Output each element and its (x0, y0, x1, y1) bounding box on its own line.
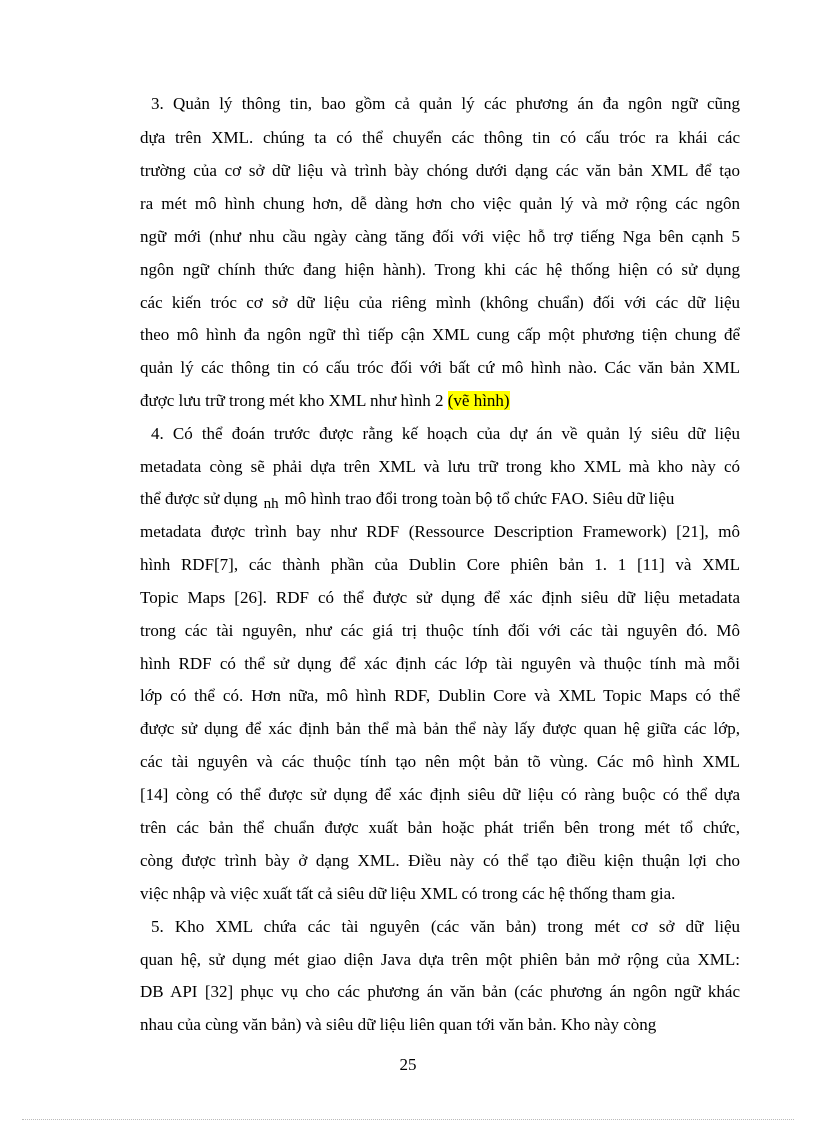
paragraph-4-line-6: Topic Maps [26]. RDF có thể được sử dụng để xác định siêu dữ liệu metadata (140, 588, 740, 607)
paragraph-4-line-9: lớp có thể có. Hơn nữa, mô hình RDF, Dublin Core và XML Topic Maps có thể (140, 686, 740, 705)
highlighted-note: (vẽ hình) (447, 391, 510, 410)
paragraph-4-line-10: được sử dụng để xác định bản thể mà bản thể này lấy được quan hệ giữa các lớp, (140, 719, 740, 738)
paragraph-3-line-10 (140, 389, 740, 413)
paragraph-4-line-8: hình RDF có thể sử dụng để xác định các lớp tài nguyên và thuộc tính mà mỗi (140, 654, 740, 673)
paragraph-4-line-5: hình RDF[7], các thành phần của Dublin Core phiên bản 1. 1 [11] và XML (140, 555, 740, 574)
paragraph-3-line-7: các kiến tróc cơ sở dữ liệu của riêng mình (không chuẩn) đối với các dữ liệu (140, 293, 740, 312)
paragraph-3-line-4: ra mét mô hình chung hơn, dễ dàng hơn cho việc quản lý và mở rộng các ngôn (140, 194, 740, 213)
subscript-fragment: nh (263, 496, 279, 512)
paragraph-4-line-3 (140, 487, 740, 511)
paragraph-5-line-2: quan hệ, sử dụng mét giao diện Java dựa trên một phiên bản mở rộng của XML: (140, 950, 740, 969)
paragraph-4-line-3-start: thể được sử dụng (140, 489, 258, 508)
paragraph-3-line-8: theo mô hình đa ngôn ngữ thì tiếp cận XML cung cấp một phương tiện chung để (140, 325, 740, 344)
paragraph-3-line-6: ngôn ngữ chính thức đang hiện hành). Trong khi các hệ thống hiện có sử dụng (140, 260, 740, 279)
paragraph-4-line-13: trên các bản thể chuẩn được xuất bản hoặc phát triển bên trong mét tổ chức, (140, 818, 740, 837)
paragraph-5-line-4: nhau của cùng văn bản) và siêu dữ liệu liên quan tới văn bản. Kho này còng (140, 1015, 657, 1034)
paragraph-4-line-11: các tài nguyên và các thuộc tính tạo nên một bản tõ vùng. Các mô hình XML (140, 752, 740, 771)
page-number: 25 (399, 1055, 417, 1074)
paragraph-3-line-3: trường của cơ sở dữ liệu và trình bày chóng dưới dạng các văn bản XML để tạo (140, 161, 740, 180)
paragraph-4-line-7: trong các tài nguyên, như các giá trị thuộc tính đối với các tài nguyên đó. Mô (140, 621, 740, 640)
paragraph-4-line-3-end: mô hình trao đổi trong toàn bộ tổ chức FAO. Siêu dữ liệu (284, 489, 675, 508)
paragraph-4-line-2: metadata còng sẽ phải dựa trên XML và lưu trữ trong kho XML mà kho này có (140, 457, 740, 476)
paragraph-4-line-12: [14] còng có thể được sử dụng để xác định siêu dữ liệu có ràng buộc có thể dựa (140, 785, 740, 804)
paragraph-3-line-2: dựa trên XML. chúng ta có thể chuyển các thông tin có cấu tróc ra khái các (140, 128, 740, 147)
paragraph-4-line-15: việc nhập và việc xuất tất cả siêu dữ liệu XML có trong các hệ thống tham gia. (140, 884, 676, 903)
paragraph-5-line-1: 5. Kho XML chứa các tài nguyên (các văn bản) trong mét cơ sở dữ liệu (151, 917, 740, 936)
paragraph-5-line-3: DB API [32] phục vụ cho các phương án văn bản (các phương án ngôn ngữ khác (140, 982, 740, 1001)
paragraph-4-line-14: còng được trình bày ở dạng XML. Điều này có thể tạo điều kiện thuận lợi cho (140, 851, 740, 870)
paragraph-3-line-5: ngữ mới (như nhu cầu ngày càng tăng đối với việc hỗ trợ tiếng Nga bên cạnh 5 (140, 227, 740, 246)
paragraph-4-line-1: 4. Có thể đoán trước được rằng kế hoạch của dự án về quản lý siêu dữ liệu (151, 424, 740, 443)
paragraph-4-line-4: metadata được trình bay như RDF (Ressource Description Framework) [21], mô (140, 522, 740, 541)
paragraph-3-line-1: 3. Quản lý thông tin, bao gồm cả quản lý các phương án đa ngôn ngữ cũng (151, 94, 740, 113)
paragraph-3-line-9: quản lý các thông tin có cấu tróc đối với bất cứ mô hình nào. Các văn bản XML (140, 358, 740, 377)
page-bottom-rule (22, 1119, 794, 1120)
paragraph-3-last-text: được lưu trữ trong mét kho XML như hình 2 (140, 391, 444, 410)
